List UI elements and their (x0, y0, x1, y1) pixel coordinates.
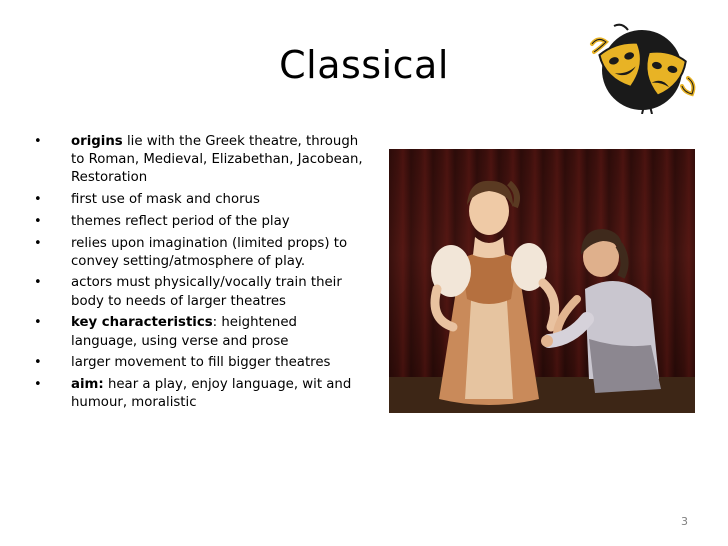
bullet-item (34, 274, 364, 310)
bullet-marker: • (34, 235, 42, 251)
bullet-text: : heightened language, using verse and prose (71, 315, 297, 349)
bullet-marker: • (34, 315, 42, 331)
bullet-bold: aim: (71, 376, 104, 392)
bullet-marker: • (34, 275, 42, 291)
bullet-marker: • (34, 192, 42, 208)
bullet-list (34, 133, 364, 416)
bullet-text: themes reflect period of the play (71, 213, 290, 229)
bullet-item (34, 376, 364, 412)
page-number: 3 (681, 515, 688, 528)
bullet-marker: • (34, 213, 42, 229)
stage-photo (389, 149, 695, 413)
bullet-item (34, 213, 364, 231)
bullet-item (34, 354, 364, 372)
bullet-item (34, 235, 364, 271)
theatre-masks-icon (584, 22, 700, 114)
bullet-item (34, 133, 364, 188)
bullet-bold: origins (71, 134, 123, 149)
bullet-bold: key characteristics (71, 315, 213, 331)
bullet-text: relies upon imagination (limited props) to convey setting/atmosphere of play. (71, 235, 348, 269)
bullet-marker: • (34, 134, 42, 149)
bullet-text: actors must physically/vocally train their body to needs of larger theatres (71, 275, 342, 309)
bullet-marker: • (34, 355, 42, 371)
bullet-text: lie with the Greek theatre, through to Roman, Medieval, Elizabethan, Jacobean, Restoration (71, 134, 363, 186)
bullet-item (34, 191, 364, 209)
bullet-marker: • (34, 376, 42, 392)
bullet-item (34, 314, 364, 350)
actors-illustration (389, 149, 695, 413)
bullet-text: first use of mask and chorus (71, 192, 260, 208)
bullet-text: hear a play, enjoy language, wit and humour, moralistic (71, 376, 352, 411)
bullet-text: larger movement to fill bigger theatres (71, 355, 331, 371)
slide-title: Classical (279, 43, 449, 87)
